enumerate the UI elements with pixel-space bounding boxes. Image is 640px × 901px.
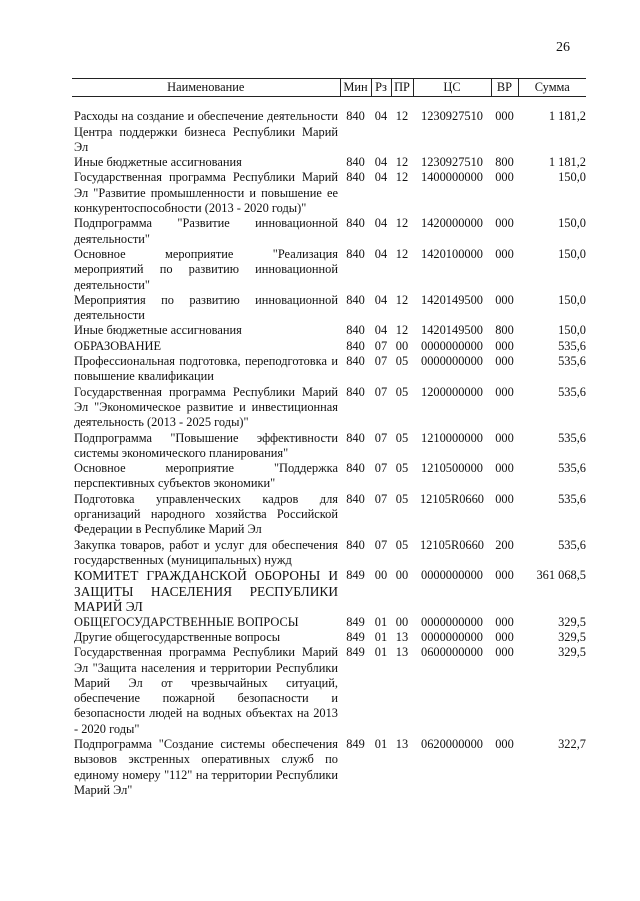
- table-row: [72, 568, 586, 615]
- cell-min: 840: [346, 109, 365, 124]
- header-sum: Сумма: [518, 79, 586, 97]
- cell-sum: 150,0: [558, 216, 586, 231]
- cell-min: 840: [346, 338, 365, 353]
- cell-min: 840: [346, 216, 365, 231]
- cell-min: 840: [346, 384, 365, 399]
- table-header: [72, 79, 586, 110]
- cell-pr: 12: [395, 109, 409, 124]
- cell-name: Подпрограмма "Развитие инновационной деятельности": [74, 216, 338, 246]
- cell-rz: 01: [374, 737, 388, 752]
- table-row: [72, 492, 586, 538]
- header-pr: ПР: [391, 79, 413, 97]
- cell-min: 849: [346, 645, 365, 660]
- cell-vr: 000: [495, 109, 514, 124]
- header-vr: ВР: [491, 79, 518, 97]
- cell-vr: 000: [495, 614, 514, 629]
- cell-name: Государственная программа Республики Марий Эл "Защита населения и территории Республики Марий Эл от чрезвычайных ситуаций, обеспечение пожарной безопасности и безопасности людей на водных объектах на 2013 - 2020 годы": [74, 645, 338, 736]
- cell-sum: 535,6: [558, 430, 586, 445]
- cell-sum: 535,6: [558, 491, 586, 506]
- header-rz: Рз: [371, 79, 391, 97]
- cell-name: Мероприятия по развитию инновационной деятельности: [74, 292, 338, 323]
- cell-rz: 00: [374, 568, 388, 583]
- cell-cs: 12105R0660: [419, 491, 485, 506]
- table-row: [72, 385, 586, 431]
- cell-vr: 000: [495, 216, 514, 231]
- cell-cs: 0000000000: [421, 614, 483, 629]
- cell-pr: 00: [395, 568, 409, 583]
- cell-vr: 000: [495, 461, 514, 476]
- cell-sum: 150,0: [558, 292, 586, 307]
- table-row: [72, 293, 586, 324]
- cell-min: 840: [346, 461, 365, 476]
- page-number: 26: [556, 40, 570, 55]
- cell-min: 840: [346, 155, 365, 170]
- cell-rz: 04: [374, 170, 388, 185]
- cell-cs: 1230927510: [421, 109, 483, 124]
- cell-cs: 0620000000: [421, 737, 483, 752]
- cell-name: КОМИТЕТ ГРАЖДАНСКОЙ ОБОРОНЫ И ЗАЩИТЫ НАСЕЛЕНИЯ РЕСПУБЛИКИ МАРИЙ ЭЛ: [74, 568, 338, 615]
- cell-rz: 07: [374, 430, 388, 445]
- cell-vr: 000: [495, 338, 514, 353]
- table-row: [72, 354, 586, 385]
- cell-pr: 00: [395, 338, 409, 353]
- cell-cs: 0000000000: [421, 630, 483, 644]
- cell-rz: 04: [374, 155, 388, 170]
- cell-min: 849: [346, 614, 365, 629]
- cell-name: Государственная программа Республики Марий Эл "Экономическое развитие и инвестиционная деятельность (2013 - 2025 годы)": [74, 384, 338, 430]
- cell-name: Основное мероприятие "Поддержка перспективных субъектов экономики": [74, 461, 338, 491]
- cell-min: 840: [346, 430, 365, 445]
- table-row: [72, 323, 586, 338]
- cell-vr: 000: [495, 630, 514, 644]
- cell-name: Иные бюджетные ассигнования: [74, 155, 242, 170]
- cell-vr: 200: [495, 537, 514, 552]
- cell-cs: 1420149500: [421, 292, 483, 307]
- cell-cs: 1200000000: [421, 384, 483, 399]
- budget-table: [72, 78, 586, 798]
- cell-pr: 00: [395, 614, 409, 629]
- cell-pr: 05: [395, 491, 409, 506]
- cell-vr: 000: [495, 568, 514, 583]
- cell-cs: 1420000000: [421, 216, 483, 231]
- cell-rz: 04: [374, 246, 388, 261]
- cell-cs: 0000000000: [421, 338, 483, 353]
- table-row: [72, 247, 586, 293]
- cell-name: ОБРАЗОВАНИЕ: [74, 338, 162, 353]
- cell-min: 840: [346, 292, 365, 307]
- cell-sum: 322,7: [558, 737, 586, 752]
- cell-pr: 13: [395, 630, 409, 644]
- cell-pr: 05: [395, 430, 409, 445]
- cell-rz: 04: [374, 323, 388, 338]
- cell-pr: 12: [395, 170, 409, 185]
- header-name: Наименование: [72, 79, 340, 97]
- cell-pr: 12: [395, 292, 409, 307]
- cell-vr: 800: [495, 323, 514, 338]
- cell-min: 849: [346, 568, 365, 583]
- cell-pr: 12: [395, 323, 409, 338]
- cell-min: 840: [346, 354, 365, 369]
- cell-min: 840: [346, 323, 365, 338]
- cell-min: 849: [346, 737, 365, 752]
- cell-rz: 07: [374, 537, 388, 552]
- table-row: [72, 630, 586, 645]
- cell-sum: 361 068,5: [536, 568, 586, 583]
- cell-rz: 01: [374, 614, 388, 629]
- cell-sum: 1 181,2: [548, 155, 586, 170]
- cell-rz: 04: [374, 216, 388, 231]
- cell-rz: 01: [374, 630, 388, 644]
- cell-name: Подпрограмма "Создание системы обеспечения вызовов экстренных оперативных служб по единому номеру "112" на территории Республики Марий Эл": [74, 737, 338, 797]
- cell-cs: 0600000000: [421, 645, 483, 660]
- cell-vr: 000: [495, 737, 514, 752]
- cell-name: Основное мероприятие "Реализация мероприятий по развитию инновационной деятельности": [74, 246, 338, 292]
- cell-pr: 05: [395, 537, 409, 552]
- cell-pr: 05: [395, 461, 409, 476]
- cell-vr: 000: [495, 491, 514, 506]
- cell-cs: 1210000000: [421, 430, 483, 445]
- cell-pr: 13: [395, 737, 409, 752]
- cell-sum: 150,0: [558, 246, 586, 261]
- cell-rz: 01: [374, 645, 388, 660]
- header-cs: ЦС: [413, 79, 491, 97]
- cell-vr: 800: [495, 155, 514, 170]
- table-row: [72, 339, 586, 354]
- cell-name: ОБЩЕГОСУДАРСТВЕННЫЕ ВОПРОСЫ: [74, 614, 299, 629]
- cell-cs: 1230927510: [421, 155, 483, 170]
- table-row: [72, 615, 586, 630]
- table-row: [72, 538, 586, 569]
- cell-sum: 1 181,2: [548, 109, 586, 124]
- cell-sum: 150,0: [558, 323, 586, 338]
- cell-sum: 535,6: [558, 338, 586, 353]
- cell-vr: 000: [495, 292, 514, 307]
- header-min: Мин: [340, 79, 371, 97]
- cell-cs: 1420100000: [421, 246, 483, 261]
- cell-sum: 329,5: [558, 614, 586, 629]
- cell-name: Закупка товаров, работ и услуг для обеспечения государственных (муниципальных) нужд: [74, 537, 338, 567]
- cell-min: 840: [346, 170, 365, 185]
- cell-vr: 000: [495, 354, 514, 369]
- cell-name: Другие общегосударственные вопросы: [74, 630, 281, 644]
- table-row: [72, 170, 586, 216]
- cell-cs: 1420149500: [421, 323, 483, 338]
- cell-cs: 0000000000: [421, 568, 483, 583]
- cell-vr: 000: [495, 645, 514, 660]
- cell-rz: 04: [374, 292, 388, 307]
- table-row: [72, 216, 586, 247]
- cell-rz: 07: [374, 491, 388, 506]
- cell-sum: 535,6: [558, 461, 586, 476]
- cell-pr: 12: [395, 246, 409, 261]
- cell-sum: 535,6: [558, 354, 586, 369]
- cell-rz: 07: [374, 461, 388, 476]
- table-row: [72, 431, 586, 462]
- cell-rz: 07: [374, 384, 388, 399]
- cell-vr: 000: [495, 384, 514, 399]
- cell-sum: 329,5: [558, 630, 586, 644]
- cell-name: Подпрограмма "Повышение эффективности системы экономического планирования": [74, 430, 338, 460]
- cell-min: 849: [346, 630, 365, 644]
- table-row: [72, 645, 586, 737]
- cell-min: 840: [346, 246, 365, 261]
- cell-rz: 04: [374, 109, 388, 124]
- cell-pr: 12: [395, 216, 409, 231]
- cell-name: Государственная программа Республики Марий Эл "Развитие промышленности и повышение ее конкурентоспособности (2013 - 2020 годы)": [74, 170, 338, 216]
- cell-pr: 12: [395, 155, 409, 170]
- table-body: [72, 109, 586, 798]
- cell-pr: 13: [395, 645, 409, 660]
- cell-vr: 000: [495, 170, 514, 185]
- cell-min: 840: [346, 537, 365, 552]
- cell-cs: 1400000000: [421, 170, 483, 185]
- table-row: [72, 155, 586, 170]
- cell-pr: 05: [395, 384, 409, 399]
- cell-vr: 000: [495, 246, 514, 261]
- cell-cs: 0000000000: [421, 354, 483, 369]
- table-row: [72, 109, 586, 155]
- table-row: [72, 737, 586, 798]
- cell-sum: 329,5: [558, 645, 586, 660]
- cell-min: 840: [346, 491, 365, 506]
- cell-cs: 1210500000: [421, 461, 483, 476]
- cell-name: Расходы на создание и обеспечение деятельности Центра поддержки бизнеса Республики Марий Эл: [74, 109, 338, 154]
- cell-sum: 535,6: [558, 384, 586, 399]
- cell-pr: 05: [395, 354, 409, 369]
- cell-name: Иные бюджетные ассигнования: [74, 323, 242, 338]
- cell-vr: 000: [495, 430, 514, 445]
- cell-rz: 07: [374, 354, 388, 369]
- cell-cs: 12105R0660: [419, 537, 485, 552]
- cell-sum: 535,6: [558, 537, 586, 552]
- cell-sum: 150,0: [558, 170, 586, 185]
- cell-name: Профессиональная подготовка, переподготовка и повышение квалификации: [74, 354, 338, 384]
- cell-name: Подготовка управленческих кадров для организаций народного хозяйства Российской Федерации в Республике Марий Эл: [74, 491, 338, 537]
- cell-rz: 07: [374, 338, 388, 353]
- table-row: [72, 461, 586, 492]
